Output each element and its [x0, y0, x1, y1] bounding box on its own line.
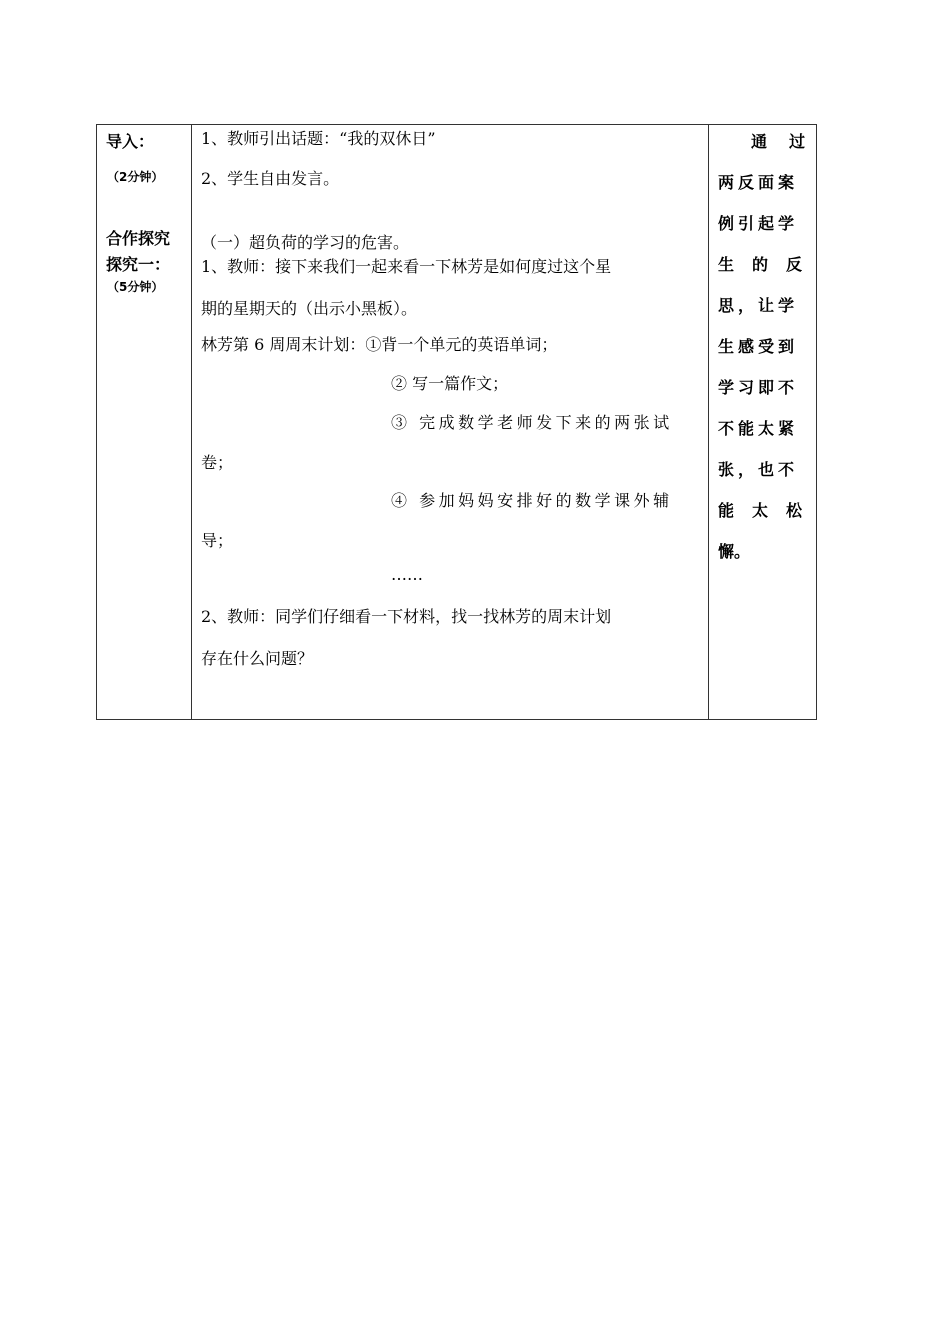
plan-item-2: ② 写一篇作文；: [391, 374, 509, 393]
reflection-line-1: 通 过: [750, 132, 808, 151]
intro-line-2: 2、学生自由发言。: [201, 169, 340, 188]
paragraph-2-line-a: 2、教师：同学们仔细看一下材料，找一找林芳的周末计划: [201, 607, 612, 626]
reflection-line-8: 不能太紧: [718, 419, 799, 438]
plan-item-3-line-b: 卷；: [201, 453, 234, 472]
plan-item-4-line-b: 导；: [201, 531, 234, 550]
reflection-line-7: 学习即不: [718, 378, 799, 397]
reflection-line-11: 懈。: [718, 542, 751, 561]
column-divider: [191, 125, 192, 719]
column-divider: [708, 125, 709, 719]
reflection-line-4: 生 的 反: [718, 255, 804, 274]
intro-time: （2分钟）: [107, 170, 164, 184]
reflection-line-3: 例引起学: [718, 214, 799, 233]
coop-label-1: 合作探究: [106, 229, 171, 248]
coop-label-2: 探究一：: [106, 255, 171, 274]
paragraph-1-line-a: 1、教师：接下来我们一起来看一下林芳是如何度过这个星: [201, 257, 612, 276]
paragraph-1-line-b: 期的星期天的（出示小黑板）。: [201, 299, 418, 318]
ellipsis: ……: [391, 565, 423, 584]
plan-item-3-line-a: ③ 完成数学老师发下来的两张试: [391, 413, 673, 432]
section-title: （一）超负荷的学习的危害。: [201, 233, 410, 252]
paragraph-2-line-b: 存在什么问题？: [201, 649, 314, 668]
reflection-line-5: 思，让学: [718, 296, 799, 315]
coop-time: （5分钟）: [107, 280, 164, 294]
reflection-line-10: 能 太 松: [718, 501, 804, 520]
plan-item-4-line-a: ④ 参加妈妈安排好的数学课外辅: [391, 491, 673, 510]
lesson-plan-table: [96, 124, 817, 720]
intro-label: 导入：: [106, 132, 155, 151]
reflection-line-6: 生感受到: [718, 337, 799, 356]
plan-heading: 林芳第 6 周周末计划：①背一个单元的英语单词；: [201, 335, 558, 354]
reflection-line-2: 两反面案: [718, 173, 799, 192]
reflection-line-9: 张，也不: [718, 460, 799, 479]
intro-line-1: 1、教师引出话题：“我的双休日”: [201, 129, 436, 148]
